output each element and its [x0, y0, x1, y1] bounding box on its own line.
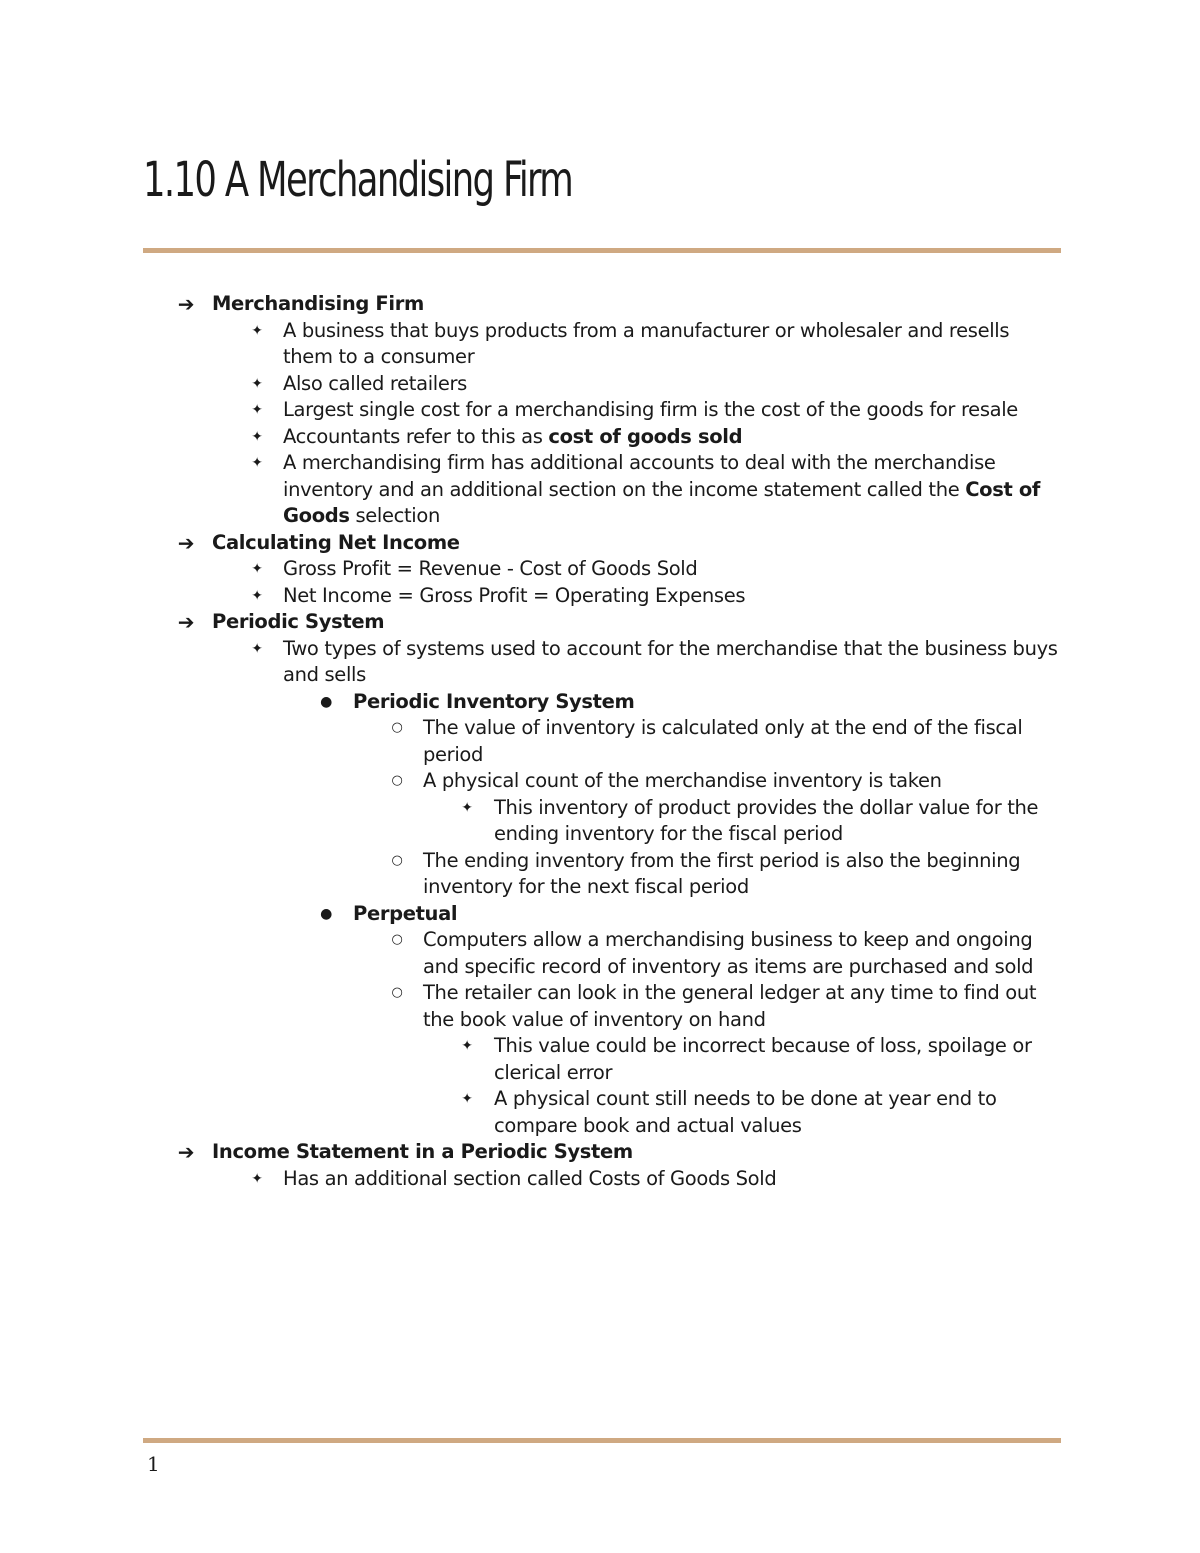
outline-item-text: The retailer can look in the general ledger at any time to find out the book value of inventory on hand — [423, 981, 1037, 1031]
outline-item-level-1 — [0, 530, 1057, 557]
outline-item-level-2 — [0, 450, 1058, 530]
hollow-circle-bullet-icon: ○ — [391, 932, 403, 947]
outline-item-text: A business that buys products from a manufacturer or wholesaler and resells them to a consumer — [283, 318, 1010, 368]
outline-item-level-3 — [0, 901, 1058, 928]
filled-dot-bullet-icon: ● — [320, 693, 332, 710]
outline-item-text: Periodic Inventory System — [353, 689, 635, 713]
hollow-circle-bullet-icon: ○ — [391, 773, 403, 788]
page-title: 1.10 A Merchandising Firm — [143, 152, 573, 208]
outline-item-level-4 — [0, 980, 1063, 1033]
arrow-right-icon: ➔ — [177, 530, 195, 555]
outline-item-text: The ending inventory from the first period is also the beginning inventory for the next fiscal period — [423, 848, 1021, 898]
outline-item-text-after: selection — [349, 504, 440, 527]
diamond-bullet-icon: ✦ — [461, 1038, 473, 1054]
diamond-bullet-icon: ✦ — [251, 402, 263, 418]
footer-divider — [143, 1438, 1061, 1443]
outline-item-emphasis: Cost of Goods — [283, 477, 1041, 527]
diamond-bullet-icon: ✦ — [251, 1170, 263, 1187]
title-divider — [143, 248, 1061, 253]
outline-item-text: Has an additional section called Costs of Goods Sold — [283, 1166, 777, 1190]
arrow-right-icon: ➔ — [177, 292, 195, 316]
outline-item-text: Largest single cost for a merchandising firm is the cost of the goods for resale — [283, 398, 1018, 421]
outline-item-text: Perpetual — [353, 901, 458, 925]
outline-item-level-1 — [0, 291, 1057, 318]
outline-item-text: Gross Profit = Revenue - Cost of Goods Sold — [283, 557, 698, 580]
diamond-bullet-icon: ✦ — [251, 587, 263, 604]
hollow-circle-bullet-icon: ○ — [391, 720, 403, 735]
outline-item-level-1 — [0, 1139, 1057, 1166]
outline-item-level-2 — [0, 424, 1058, 451]
outline-item-text: Two types of systems used to account for the merchandise that the business buys and sells — [283, 636, 1058, 686]
outline-item-text: This inventory of product provides the dollar value for the ending inventory for the fiscal period — [494, 795, 1039, 845]
outline-item-text: Merchandising Firm — [212, 292, 424, 315]
outline-item-level-4 — [0, 715, 1063, 768]
outline-item-text: Also called retailers — [283, 371, 467, 395]
outline-item-level-2 — [0, 397, 1058, 424]
hollow-circle-bullet-icon: ○ — [391, 985, 403, 1000]
diamond-bullet-icon: ✦ — [461, 1091, 473, 1107]
outline-item-text: A physical count still needs to be done at year end to compare book and actual values — [494, 1087, 997, 1137]
outline-item-level-4 — [0, 848, 1063, 901]
outline-item-text: A merchandising firm has additional accounts to deal with the merchandise inventory and an additional section on the income statement called the — [283, 451, 996, 501]
outline-item-level-2 — [0, 636, 1058, 689]
outline-item-text: Periodic System — [212, 610, 385, 633]
diamond-bullet-icon: ✦ — [251, 322, 263, 339]
arrow-right-icon: ➔ — [177, 1140, 195, 1164]
diamond-bullet-icon: ✦ — [251, 561, 263, 577]
outline-item-level-4 — [0, 927, 1063, 980]
outline-item-level-3 — [0, 689, 1058, 716]
outline-item-text: Accountants refer to this as — [283, 424, 549, 448]
outline-item-level-2 — [0, 318, 1058, 371]
outline-item-level-2 — [0, 371, 1058, 398]
diamond-bullet-icon: ✦ — [251, 640, 263, 657]
outline-item-level-4 — [0, 768, 1063, 795]
outline-item-text: A physical count of the merchandise inventory is taken — [423, 769, 942, 792]
diamond-bullet-icon: ✦ — [251, 455, 263, 471]
outline-item-text: Calculating Net Income — [212, 530, 460, 554]
outline-item-text: Income Statement in a Periodic System — [212, 1140, 633, 1163]
outline-item-text: Computers allow a merchandising business to keep and ongoing and specific record of inventory as items are purchased and sold — [423, 928, 1034, 978]
outline-item-level-2 — [0, 556, 1058, 583]
diamond-bullet-icon: ✦ — [251, 375, 263, 392]
hollow-circle-bullet-icon: ○ — [391, 852, 403, 868]
outline-item-text: The value of inventory is calculated only at the end of the fiscal period — [423, 716, 1023, 766]
outline-item-level-5 — [0, 1086, 1062, 1139]
outline-item-level-5 — [0, 1033, 1062, 1086]
outline-list — [0, 291, 1200, 1192]
outline-item-level-1 — [0, 609, 1057, 636]
outline-item-level-2 — [0, 1166, 1058, 1193]
diamond-bullet-icon: ✦ — [251, 428, 263, 445]
diamond-bullet-icon: ✦ — [461, 799, 473, 816]
arrow-right-icon: ➔ — [177, 610, 195, 634]
page-number: 1 — [147, 1452, 160, 1476]
outline-item-text: Net Income = Gross Profit = Operating Expenses — [283, 583, 746, 607]
outline-item-emphasis: cost of goods sold — [548, 424, 743, 448]
outline-item-level-2 — [0, 583, 1058, 610]
filled-dot-bullet-icon: ● — [320, 905, 332, 922]
outline-item-level-5 — [0, 795, 1062, 848]
outline-item-text: This value could be incorrect because of loss, spoilage or clerical error — [494, 1034, 1032, 1084]
